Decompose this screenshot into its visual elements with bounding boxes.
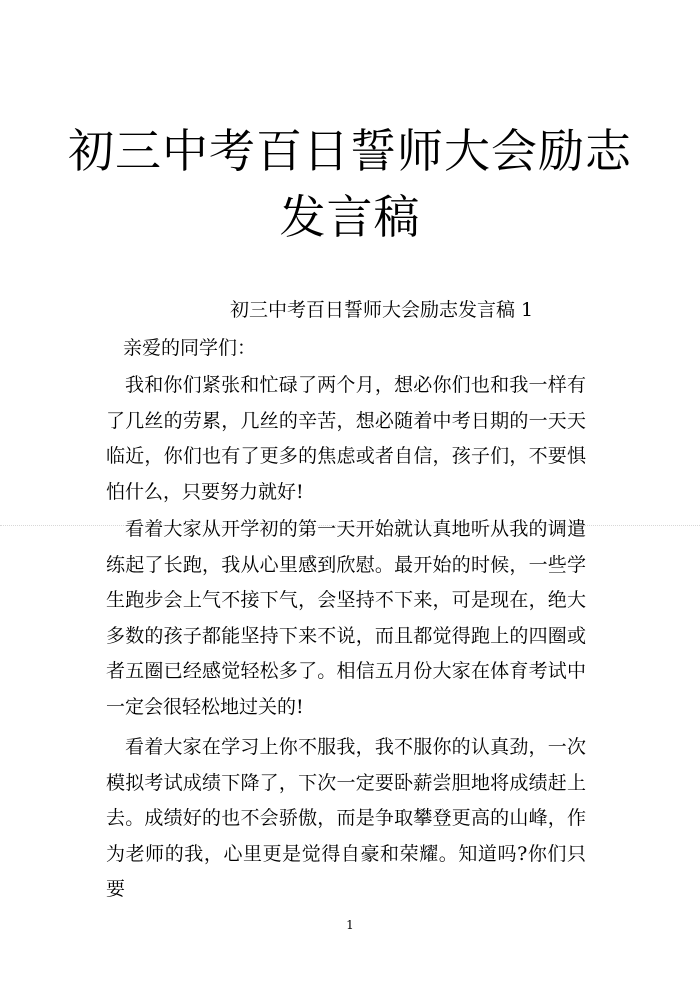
page-number: 1	[346, 918, 354, 932]
document-title: 初三中考百日誓师大会励志发言稿	[68, 124, 632, 244]
greeting-line: 亲爱的同学们：	[123, 337, 257, 359]
section-heading: 初三中考百日誓师大会励志发言稿 1	[230, 299, 534, 321]
body-paragraph-1: 我和你们紧张和忙碌了两个月，想必你们也和我一样有了几丝的劳累，几丝的辛苦，想必随着中考日期的一天天临近，你们也有了更多的焦虑或者自信，孩子们，不要惧怕什么，只要努力就好!	[106, 374, 586, 503]
body-paragraph-2: 看着大家从开学初的第一天开始就认真地听从我的调遣练起了长跑，我从心里感到欣慰。最开始的时候，一些学生跑步会上气不接下气，会坚持不下来，可是现在，绝大多数的孩子都能坚持下来不说，而且都觉得跑上的四圈或者五圈已经感觉轻松多了。相信五月份大家在体育考试中一定会很轻松地过关的!	[106, 518, 586, 718]
body-paragraph-3: 看着大家在学习上你不服我，我不服你的认真劲，一次模拟考试成绩下降了，下次一定要卧薪尝胆地将成绩赶上去。成绩好的也不会骄傲，而是争取攀登更高的山峰，作为老师的我，心里更是觉得自豪和荣耀。知道吗?你们只要	[106, 736, 586, 900]
